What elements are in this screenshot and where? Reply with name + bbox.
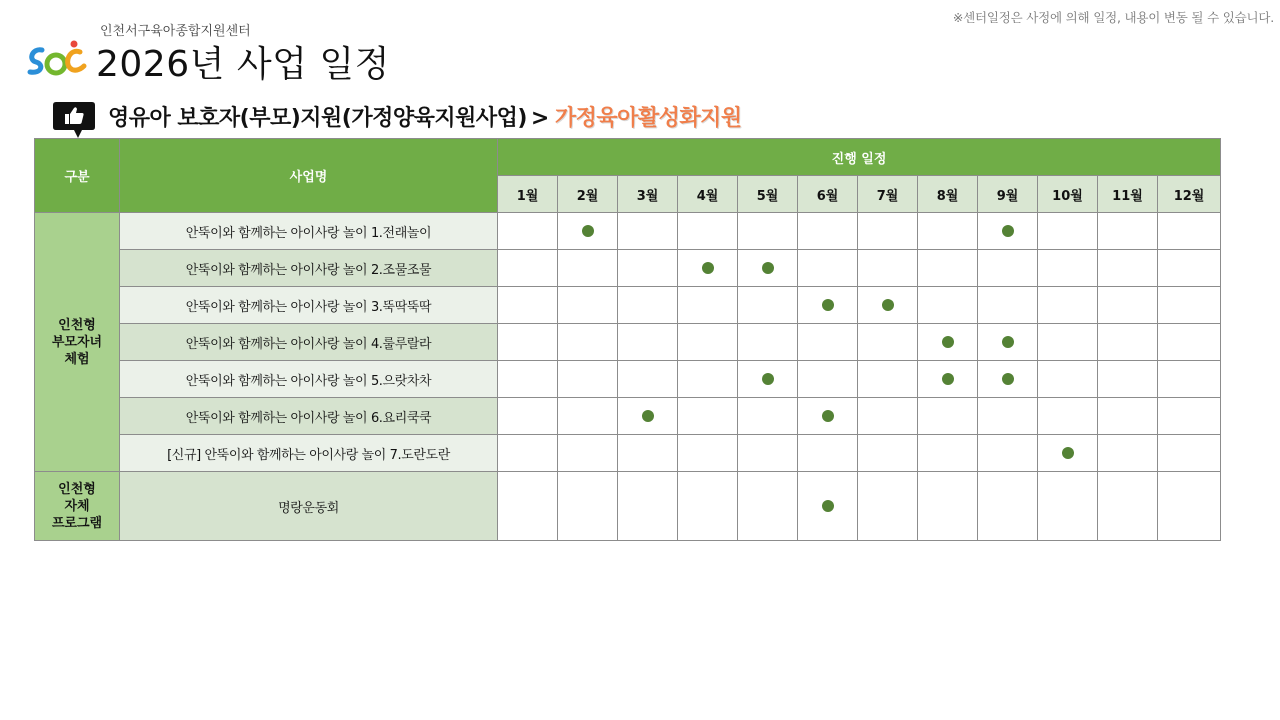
scheduled-dot (1002, 225, 1014, 237)
section-subtitle: 가정육아활성화지원 (554, 106, 742, 131)
month-cell-3 (618, 324, 678, 361)
month-cell-2 (558, 435, 618, 472)
month-cell-12 (1158, 435, 1221, 472)
month-cell-11 (1098, 213, 1158, 250)
month-cell-9 (978, 361, 1038, 398)
month-cell-9 (978, 398, 1038, 435)
page-title: 2026년 사업 일정 (96, 44, 390, 85)
month-header-3: 3월 (618, 176, 678, 213)
month-cell-4 (678, 361, 738, 398)
month-cell-5 (738, 435, 798, 472)
column-header-program: 사업명 (120, 139, 498, 213)
month-cell-12 (1158, 472, 1221, 541)
month-cell-5 (738, 250, 798, 287)
table-row (35, 361, 1221, 398)
month-cell-2 (558, 213, 618, 250)
month-cell-9 (978, 472, 1038, 541)
scheduled-dot (702, 262, 714, 274)
month-cell-2 (558, 324, 618, 361)
month-cell-12 (1158, 361, 1221, 398)
month-cell-5 (738, 472, 798, 541)
org-name: 인천서구육아종합지원센터 (100, 24, 251, 39)
month-cell-4 (678, 398, 738, 435)
month-header-5: 5월 (738, 176, 798, 213)
month-cell-6 (798, 213, 858, 250)
month-header-10: 10월 (1038, 176, 1098, 213)
month-cell-2 (558, 250, 618, 287)
month-cell-5 (738, 361, 798, 398)
month-cell-6 (798, 324, 858, 361)
month-cell-3 (618, 472, 678, 541)
month-cell-1 (498, 472, 558, 541)
month-cell-6 (798, 361, 858, 398)
month-cell-6 (798, 250, 858, 287)
month-cell-11 (1098, 250, 1158, 287)
month-cell-7 (858, 472, 918, 541)
month-cell-4 (678, 287, 738, 324)
month-cell-3 (618, 250, 678, 287)
month-header-1: 1월 (498, 176, 558, 213)
month-header-8: 8월 (918, 176, 978, 213)
month-cell-1 (498, 398, 558, 435)
month-header-6: 6월 (798, 176, 858, 213)
scheduled-dot (822, 410, 834, 422)
month-cell-9 (978, 324, 1038, 361)
section-title-main: 영유아 보호자(부모)지원(가정양육지원사업) (108, 106, 527, 131)
table-row (35, 435, 1221, 472)
month-cell-4 (678, 250, 738, 287)
month-cell-11 (1098, 472, 1158, 541)
month-header-9: 9월 (978, 176, 1038, 213)
month-cell-10 (1038, 398, 1098, 435)
month-cell-10 (1038, 213, 1098, 250)
thumbs-up-icon (52, 100, 96, 140)
scheduled-dot (762, 373, 774, 385)
month-cell-9 (978, 435, 1038, 472)
month-cell-6 (798, 287, 858, 324)
table-header (35, 139, 1221, 213)
program-name-cell: 안뚝이와 함께하는 아이사랑 놀이 5.으랏차차 (120, 361, 498, 398)
month-cell-3 (618, 435, 678, 472)
program-name-cell: 안뚝이와 함께하는 아이사랑 놀이 6.요리쿡쿡 (120, 398, 498, 435)
month-cell-4 (678, 213, 738, 250)
month-cell-1 (498, 361, 558, 398)
column-header-schedule: 진행 일정 (498, 139, 1221, 176)
month-cell-6 (798, 435, 858, 472)
month-cell-12 (1158, 250, 1221, 287)
month-cell-8 (918, 398, 978, 435)
month-cell-7 (858, 250, 918, 287)
month-cell-11 (1098, 324, 1158, 361)
month-cell-8 (918, 472, 978, 541)
month-cell-4 (678, 472, 738, 541)
program-name-cell: [신규] 안뚝이와 함께하는 아이사랑 놀이 7.도란도란 (120, 435, 498, 472)
schedule-table (34, 138, 1221, 541)
month-cell-5 (738, 287, 798, 324)
month-cell-10 (1038, 472, 1098, 541)
month-cell-1 (498, 435, 558, 472)
month-cell-12 (1158, 287, 1221, 324)
scheduled-dot (1002, 336, 1014, 348)
month-cell-8 (918, 287, 978, 324)
month-cell-11 (1098, 361, 1158, 398)
month-cell-1 (498, 213, 558, 250)
month-cell-3 (618, 287, 678, 324)
month-cell-1 (498, 324, 558, 361)
scheduled-dot (762, 262, 774, 274)
month-cell-1 (498, 287, 558, 324)
month-cell-9 (978, 250, 1038, 287)
month-cell-7 (858, 213, 918, 250)
month-cell-3 (618, 213, 678, 250)
month-header-12: 12월 (1158, 176, 1221, 213)
table-row (35, 472, 1221, 541)
month-cell-11 (1098, 287, 1158, 324)
month-cell-4 (678, 324, 738, 361)
month-cell-5 (738, 398, 798, 435)
month-cell-10 (1038, 324, 1098, 361)
month-cell-10 (1038, 287, 1098, 324)
chevron-right-icon: > (530, 106, 549, 131)
month-cell-7 (858, 287, 918, 324)
month-cell-1 (498, 250, 558, 287)
table-row (35, 324, 1221, 361)
scheduled-dot (1002, 373, 1014, 385)
month-cell-11 (1098, 435, 1158, 472)
month-cell-7 (858, 361, 918, 398)
month-cell-6 (798, 398, 858, 435)
month-cell-2 (558, 287, 618, 324)
scheduled-dot (942, 336, 954, 348)
schedule-notice: ※센터일정은 사정에 의해 일정, 내용이 변동 될 수 있습니다. (952, 10, 1274, 25)
month-cell-2 (558, 398, 618, 435)
category-cell: 인천형 자체 프로그램 (35, 472, 120, 541)
month-cell-5 (738, 213, 798, 250)
month-header-7: 7월 (858, 176, 918, 213)
month-cell-7 (858, 398, 918, 435)
table-row (35, 250, 1221, 287)
month-cell-2 (558, 361, 618, 398)
month-cell-4 (678, 435, 738, 472)
month-cell-10 (1038, 250, 1098, 287)
month-cell-6 (798, 472, 858, 541)
month-cell-10 (1038, 361, 1098, 398)
month-cell-2 (558, 472, 618, 541)
month-cell-8 (918, 250, 978, 287)
month-cell-7 (858, 324, 918, 361)
program-name-cell: 안뚝이와 함께하는 아이사랑 놀이 4.룰루랄라 (120, 324, 498, 361)
scheduled-dot (582, 225, 594, 237)
scheduled-dot (822, 299, 834, 311)
scheduled-dot (942, 373, 954, 385)
column-header-category: 구분 (35, 139, 120, 213)
month-cell-12 (1158, 398, 1221, 435)
month-cell-9 (978, 287, 1038, 324)
program-name-cell: 명랑운동회 (120, 472, 498, 541)
month-cell-8 (918, 361, 978, 398)
month-cell-12 (1158, 324, 1221, 361)
table-body (35, 213, 1221, 541)
table-row (35, 398, 1221, 435)
section-title (108, 101, 742, 132)
table-row (35, 213, 1221, 250)
month-cell-8 (918, 213, 978, 250)
month-cell-7 (858, 435, 918, 472)
month-cell-8 (918, 435, 978, 472)
month-cell-3 (618, 398, 678, 435)
scheduled-dot (642, 410, 654, 422)
scheduled-dot (882, 299, 894, 311)
logo-icon (26, 38, 88, 80)
program-name-cell: 안뚝이와 함께하는 아이사랑 놀이 1.전래놀이 (120, 213, 498, 250)
month-cell-3 (618, 361, 678, 398)
month-header-11: 11월 (1098, 176, 1158, 213)
month-cell-11 (1098, 398, 1158, 435)
month-cell-5 (738, 324, 798, 361)
program-name-cell: 안뚝이와 함께하는 아이사랑 놀이 3.뚝딱뚝딱 (120, 287, 498, 324)
category-cell: 인천형 부모자녀 체험 (35, 213, 120, 472)
scheduled-dot (822, 500, 834, 512)
month-cell-9 (978, 213, 1038, 250)
month-header-4: 4월 (678, 176, 738, 213)
month-cell-8 (918, 324, 978, 361)
program-name-cell: 안뚝이와 함께하는 아이사랑 놀이 2.조물조물 (120, 250, 498, 287)
month-cell-12 (1158, 213, 1221, 250)
scheduled-dot (1062, 447, 1074, 459)
table-row (35, 287, 1221, 324)
month-cell-10 (1038, 435, 1098, 472)
month-header-2: 2월 (558, 176, 618, 213)
